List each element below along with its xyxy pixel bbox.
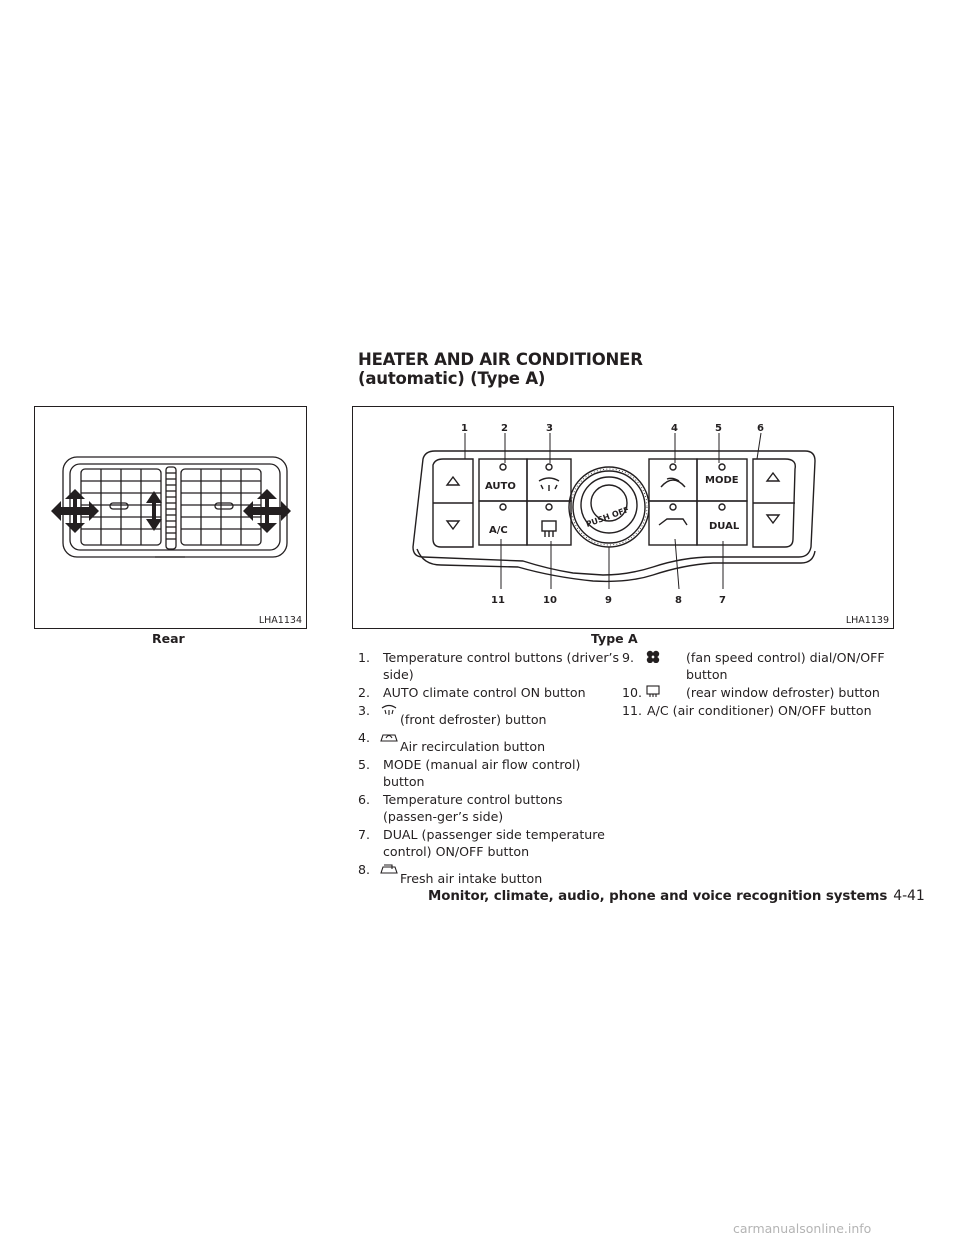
list-item: 4. Air recirculation button — [358, 730, 546, 754]
list-item: 5. MODE (manual air flow control) button — [358, 757, 581, 789]
watermark: carmanualsonline.info — [733, 1221, 872, 1236]
control-panel-illustration — [353, 407, 893, 628]
callout-1: 1 — [461, 423, 468, 434]
push-off-label: PUSH OFF — [584, 505, 631, 529]
page-number: 4-41 — [893, 888, 925, 904]
component-list-left — [358, 649, 620, 888]
list-item: 9. (fan speed control) dial/ON/OFF button — [622, 650, 885, 682]
type-a-panel-figure — [352, 406, 894, 629]
section-title — [358, 350, 643, 388]
section-title-line-1: HEATER AND AIR CONDITIONER — [358, 350, 643, 369]
air-recirculation-icon — [380, 730, 398, 743]
ac-button-label: A/C — [489, 525, 508, 536]
mode-button-label: MODE — [705, 475, 739, 486]
figure-id-rear: LHA1134 — [258, 615, 302, 626]
list-item: 1. Temperature control buttons (driver’s side) — [358, 650, 620, 682]
component-list-right — [622, 649, 892, 720]
list-item: 3. (front defroster) button — [358, 703, 547, 727]
dual-button-label: DUAL — [709, 521, 740, 532]
page-footer — [428, 888, 925, 904]
callout-5: 5 — [715, 423, 722, 434]
callout-11: 11 — [491, 595, 505, 606]
list-item: 2. AUTO climate control ON button — [358, 685, 586, 700]
callout-9: 9 — [605, 595, 612, 606]
fan-icon — [644, 650, 662, 663]
caption-rear: Rear — [152, 631, 185, 646]
fresh-air-intake-icon — [380, 862, 398, 875]
front-defroster-icon — [380, 703, 398, 716]
callout-7: 7 — [719, 595, 726, 606]
rear-vent-illustration — [35, 407, 306, 628]
callout-10: 10 — [543, 595, 557, 606]
callout-4: 4 — [671, 423, 678, 434]
callout-3: 3 — [546, 423, 553, 434]
list-item: 11. A/C (air conditioner) ON/OFF button — [622, 703, 872, 718]
callout-2: 2 — [501, 423, 508, 434]
list-item: 10. (rear window defroster) button — [622, 685, 880, 700]
list-item: 8. Fresh air intake button — [358, 862, 543, 886]
rear-vent-figure — [34, 406, 307, 629]
list-item: 7. DUAL (passenger side temperature control) ON/OFF button — [358, 827, 605, 859]
figure-id-type-a: LHA1139 — [845, 615, 889, 626]
caption-type-a: Type A — [591, 631, 638, 646]
auto-button-label: AUTO — [485, 481, 516, 492]
callout-8: 8 — [675, 595, 682, 606]
rear-defroster-icon — [644, 685, 662, 698]
callout-6: 6 — [757, 423, 764, 434]
list-item: 6. Temperature control buttons (passen-ger’s side) — [358, 792, 563, 824]
section-title-line-2: (automatic) (Type A) — [358, 369, 546, 388]
chapter-title: Monitor, climate, audio, phone and voice recognition systems — [428, 889, 888, 904]
